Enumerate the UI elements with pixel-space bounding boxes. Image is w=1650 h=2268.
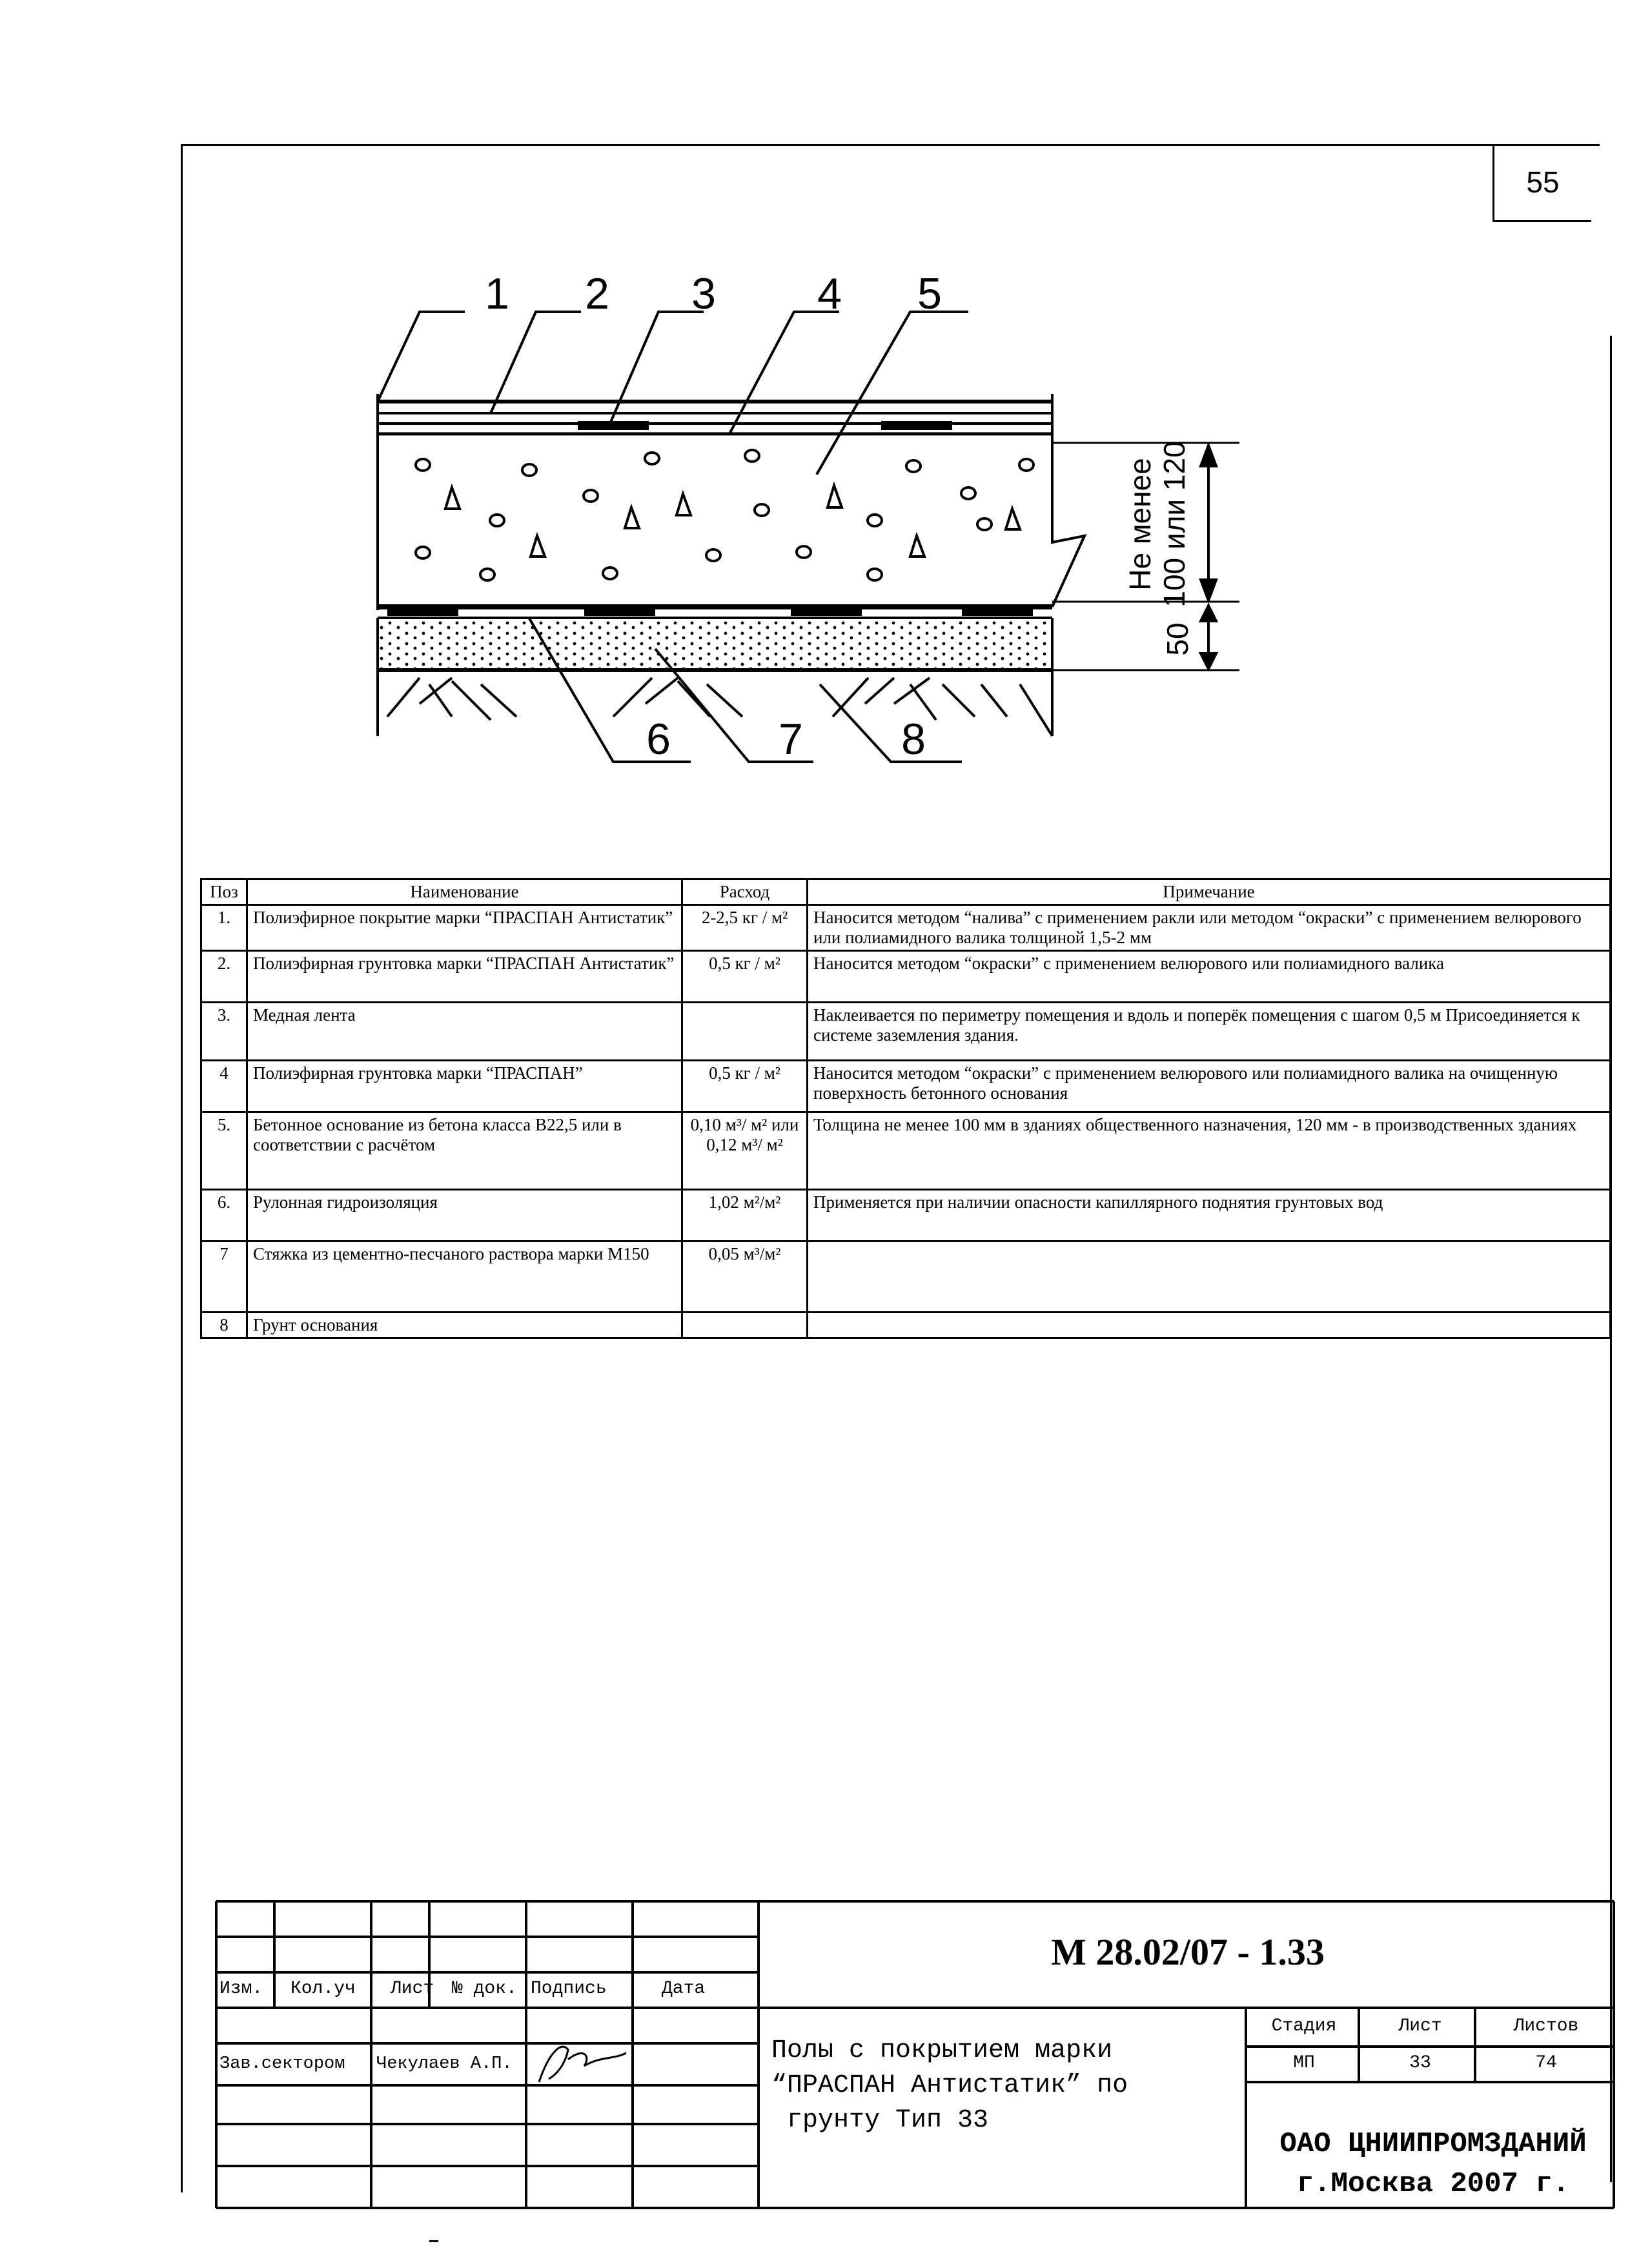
leader-number: 8 [901,715,926,764]
stage-label: Стадия [1271,2016,1337,2036]
dimension-concrete-line1: Не менее [1123,458,1157,591]
row-consumption: 1,02 м²/м² [682,1190,808,1241]
document-code: М 28.02/07 - 1.33 [1051,1931,1325,1973]
row-note: Применяется при наличии опасности капиллярного поднятия грунтовых вод [808,1190,1611,1241]
leader-number: 1 [485,269,509,318]
leader-number: 7 [779,715,803,764]
leader-number: 2 [585,269,609,318]
col-kol: Кол.уч [290,1979,356,1999]
leader-number: 5 [917,269,942,318]
row-pos: 5. [201,1112,247,1190]
dimension-concrete-line2: 100 или 120 [1157,441,1191,608]
organization [1252,2124,1614,2204]
stage-value: МП [1293,2053,1315,2073]
col-sign: Подпись [531,1979,607,1999]
row-note: Наклеивается по периметру помещения и вдоль и поперёк помещения с шагом 0,5 м Присоединяется к системе заземления здания. [808,1003,1611,1061]
leader-number: 4 [817,269,842,318]
header-pos: Поз [201,879,247,905]
row-name: Грунт основания [247,1313,682,1338]
sheets-label: Листов [1513,2016,1579,2036]
row-name: Рулонная гидроизоляция [247,1190,682,1241]
dimension-screed: 50 [1161,622,1194,656]
row-pos: 8 [201,1313,247,1338]
row-name: Стяжка из цементно-песчаного раствора марки М150 [247,1241,682,1313]
sheet-value: 33 [1409,2053,1431,2073]
row-name: Полиэфирная грунтовка марки “ПРАСПАН” [247,1061,682,1112]
col-doc: № док. [452,1979,517,1999]
signature-mark [539,2047,626,2082]
col-list: Лист [391,1979,434,1999]
organization-name: ОАО ЦНИИПРОМЗДАНИЙ [1279,2128,1587,2160]
row-name: Полиэфирное покрытие марки “ПРАСПАН Антистатик” [247,905,682,951]
row-note: Наносится методом “окраски” с применением велюрового или полиамидного валика [808,951,1611,1003]
row-note: Наносится методом “налива” с применением ракли или методом “окраски” с применением велюрового или полиамидного валика толщиной 1,5-2 мм [808,905,1611,951]
row-consumption: 2-2,5 кг / м² [682,905,808,951]
row-name: Бетонное основание из бетона класса В22,5 или в соответствии с расчётом [247,1112,682,1190]
row-consumption: 0,10 м³/ м² или 0,12 м³/ м² [682,1112,808,1190]
header-note: Примечание [808,879,1611,905]
col-date: Дата [662,1979,706,1999]
bottom-mark [429,2240,438,2242]
row-note: Толщина не менее 100 мм в зданиях общественного назначения, 120 мм - в производственных зданиях [808,1112,1611,1190]
drawing-description: Полы с покрытием марки “ПРАСПАН Антистатик” по грунту Тип 33 [771,2036,1128,2135]
row-note: Наносится методом “окраски” с применением велюрового или полиамидного валика на очищенную поверхность бетонного основания [808,1061,1611,1112]
row-consumption: 0,05 м³/м² [682,1241,808,1313]
leader-number: 6 [646,715,671,764]
row-name: Полиэфирная грунтовка марки “ПРАСПАН Антистатик” [247,951,682,1003]
col-izm: Изм. [219,1979,263,1999]
row-consumption: 0,5 кг / м² [682,1061,808,1112]
leader-number: 3 [691,269,716,318]
sheets-value: 74 [1535,2053,1557,2073]
row-pos: 2. [201,951,247,1003]
row-pos: 1. [201,905,247,951]
row-pos: 3. [201,1003,247,1061]
row-pos: 7 [201,1241,247,1313]
organization-city-year: г.Москва 2007 г. [1296,2168,1570,2200]
row-name: Медная лента [247,1003,682,1061]
row-pos: 6. [201,1190,247,1241]
header-name: Наименование [247,879,682,905]
header-consumption: Расход [682,879,808,905]
row-consumption: 0,5 кг / м² [682,951,808,1003]
person-name: Чекулаев А.П. [376,2054,513,2074]
page-number: 55 [1492,144,1591,222]
role-label: Зав.сектором [219,2054,345,2074]
sheet-label: Лист [1398,2016,1442,2036]
row-pos: 4 [201,1061,247,1112]
